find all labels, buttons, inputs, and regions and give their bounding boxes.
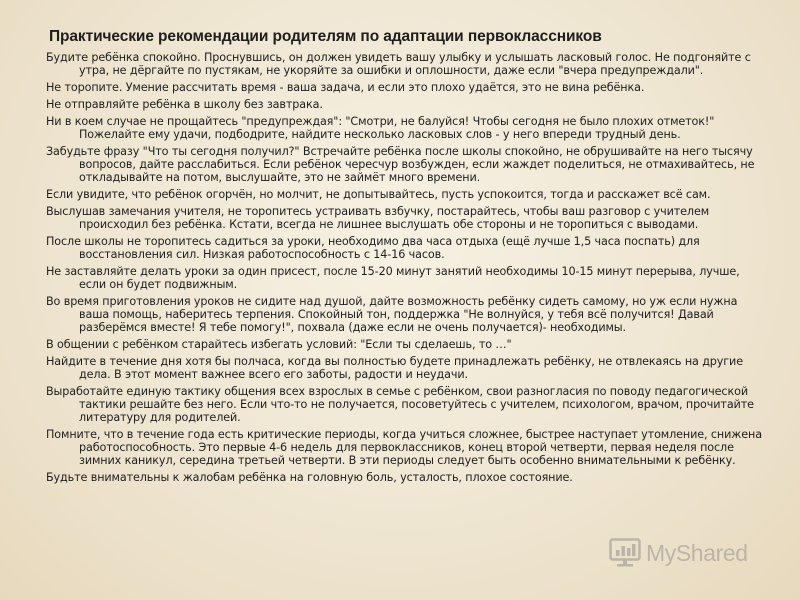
recommendation-paragraph: Если увидите, что ребёнок огорчён, но молчит, не допытывайтесь, пусть успокоится, тогда и расскажет всё сам. bbox=[46, 188, 711, 201]
recommendation-paragraph: Во время приготовления уроков не сидите над душой, дайте возможность ребёнку сидеть самому, но уж если нужна ваша помощь, наберитесь терпения. Спокойный тон, поддержка "Не волнуйся, у тебя всё получится! Давай разберёмся вместе! Я тебе помогу!", похвала (даже если не очень получается)- необходимы. bbox=[46, 295, 738, 334]
slide-content bbox=[46, 28, 764, 488]
myshared-logo-text: MyShared bbox=[646, 539, 748, 566]
recommendation-paragraph: Выслушав замечания учителя, не торопитесь устраивать взбучку, постарайтесь, чтобы ваш разговор с учителем происходил без ребёнка. Кстати, всегда не лишнее выслушать обе стороны и не торопиться с выводами. bbox=[46, 205, 710, 231]
recommendation-paragraph: После школы не торопитесь садиться за уроки, необходимо два часа отдыха (ещё лучше 1,5 часа поспать) для восстановления сил. Низкая работоспособность с 14-16 часов. bbox=[46, 235, 700, 261]
recommendation-paragraph: Найдите в течение дня хотя бы полчаса, когда вы полностью будете принадлежать ребёнку, не отвлекаясь на другие дела. В этот момент важнее всего его заботы, радости и неудачи. bbox=[46, 355, 743, 381]
recommendation-paragraph: Забудьте фразу "Что ты сегодня получил?" Встречайте ребёнка после школы спокойно, не обрушивайте на него тысячу вопросов, дайте расслабиться. Если ребёнок чересчур возбужден, если жаждет поделиться, не отмахивайтесь, не откладывайте на потом, выслушайте, это не займёт много времени. bbox=[46, 145, 755, 184]
recommendation-paragraph: В общении с ребёнком старайтесь избегать условий: "Если ты сделаешь, то …" bbox=[46, 338, 512, 351]
recommendation-paragraph: Выработайте единую тактику общения всех взрослых в семье с ребёнком, свои разногласия по поводу педагогической тактики решайте без него. Если что-то не получается, посоветуйтесь с учителем, психологом, врачом, прочитайте литературу для родителей. bbox=[46, 385, 754, 424]
recommendation-paragraph: Помните, что в течение года есть критические периоды, когда учиться сложнее, быстрее наступает утомление, снижена работоспособность. Это первые 4-6 недель для первоклассников, конец второй четверти, первая неделя после зимних каникул, середина третьей четверти. В эти периоды следует быть особенно внимательными к ребёнку. bbox=[46, 428, 762, 467]
recommendations-list bbox=[46, 51, 764, 484]
recommendation-paragraph: Не заставляйте делать уроки за один присест, после 15-20 минут занятий необходимы 10-15 минут перерыва, лучше, если он будет подвижным. bbox=[46, 265, 740, 291]
recommendation-paragraph: Будите ребёнка спокойно. Проснувшись, он должен увидеть вашу улыбку и услышать ласковый голос. Не подгоняйте с утра, не дёргайте по пустякам, не укоряйте за ошибки и оплошности, даже если "вчера предупреждали". bbox=[46, 51, 751, 77]
page-title: Практические рекомендации родителям по адаптации первоклассников bbox=[49, 28, 602, 45]
recommendation-paragraph: Не торопите. Умение рассчитать время - ваша задача, и если это плохо удаётся, это не вина ребёнка. bbox=[46, 81, 645, 94]
myshared-watermark bbox=[609, 538, 748, 568]
myshared-logo-icon bbox=[609, 538, 641, 568]
recommendation-paragraph: Ни в коем случае не прощайтесь "предупреждая": "Смотри, не балуйся! Чтобы сегодня не было плохих отметок!" Пожелайте ему удачи, подбодрите, найдите несколько ласковых слов - у него впереди трудный день. bbox=[46, 115, 715, 141]
recommendation-paragraph: Будьте внимательны к жалобам ребёнка на головную боль, усталость, плохое состояние. bbox=[46, 471, 573, 484]
recommendation-paragraph: Не отправляйте ребёнка в школу без завтрака. bbox=[46, 98, 323, 111]
